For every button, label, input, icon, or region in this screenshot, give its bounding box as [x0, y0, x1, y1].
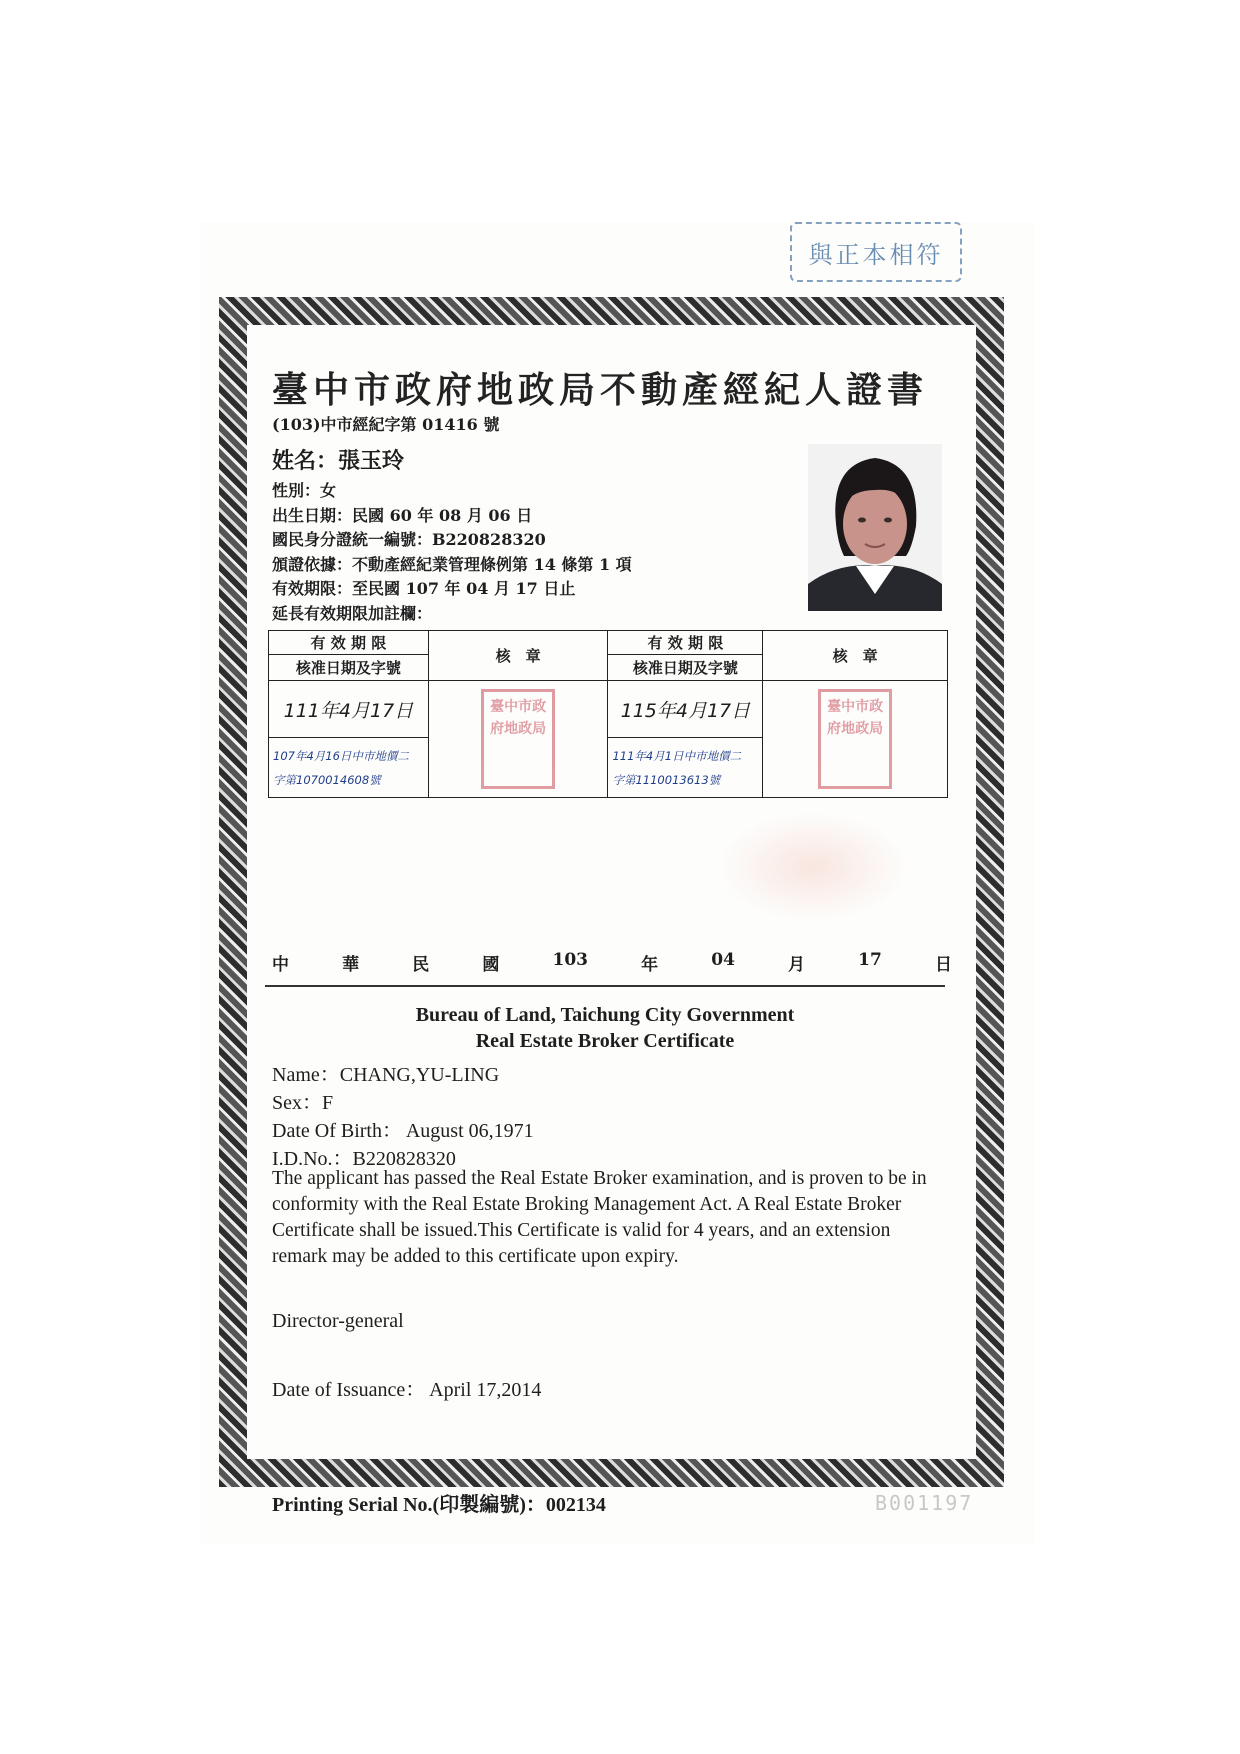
english-dob: Date Of Birth： August 06,1971	[272, 1120, 534, 1142]
dob-cn: 出生日期：民國 60 年 08 月 06 日	[272, 506, 533, 525]
issue-date-part: 04	[711, 950, 735, 970]
id-cn: 國民身分證統一編號：B220828320	[272, 530, 546, 549]
extension-table	[268, 630, 948, 798]
english-sex: Sex：F	[272, 1092, 334, 1114]
certificate-title: 臺中市政府地政局不動產經紀人證書	[272, 369, 929, 411]
english-header-title: Real Estate Broker Certificate	[475, 1030, 735, 1052]
certificate-number: (103)中市經紀字第 01416 號	[272, 415, 500, 434]
official-seal-2: 臺中市政府地政局	[818, 689, 892, 789]
validity-header: 有 效 期 限	[608, 631, 763, 655]
approval-header: 核准日期及字號	[608, 655, 763, 681]
batch-code: B001197	[875, 1491, 974, 1515]
seal-header: 核 章	[428, 631, 608, 681]
basis-cn: 頒證依據：不動產經紀業管理條例第 14 條第 1 項	[272, 555, 632, 574]
approval-ref-1-line2: 字第1070014608號	[273, 772, 381, 787]
issue-date-part: 民	[412, 955, 430, 975]
approval-ref-2-line1: 111年4月1日中市地價二	[612, 748, 742, 763]
issue-date-part: 月	[788, 955, 806, 975]
issue-date-cn	[272, 950, 952, 975]
english-id: I.D.No.：B220828320	[272, 1148, 456, 1170]
validity-header: 有 效 期 限	[269, 631, 429, 655]
extension-cn: 延長有效期限加註欄：	[272, 604, 433, 623]
id-photo	[808, 444, 942, 611]
issue-date-part: 華	[342, 955, 360, 975]
issue-date-part: 103	[552, 950, 588, 970]
divider	[265, 985, 945, 987]
sex-cn: 性別：女	[272, 481, 337, 500]
approval-ref-1	[269, 738, 429, 798]
printing-serial: Printing Serial No.(印製編號)：002134	[272, 1494, 606, 1516]
issue-date-part: 國	[482, 955, 500, 975]
issue-date-part: 17	[858, 950, 882, 970]
stain	[718, 812, 908, 922]
seal-cell-1	[428, 681, 608, 798]
seal-cell-2	[763, 681, 948, 798]
english-name: Name：CHANG,YU-LING	[272, 1064, 500, 1086]
date-of-issuance: Date of Issuance： April 17,2014	[272, 1379, 542, 1401]
issue-date-part: 年	[641, 955, 659, 975]
approval-ref-2-line2: 字第1110013613號	[612, 772, 721, 787]
issue-date-part: 中	[272, 955, 289, 975]
english-statement: The applicant has passed the Real Estate Broker examination, and is proven to be in conformity with the Real Estate Broking Management Act. A Real Estate Broker Certificate shall be issued.This Certificate is valid for 4 years, and an extension remark may be added to this certificate upon expiry.	[272, 1168, 927, 1267]
expiry-date-1: 111年4月17日	[269, 681, 429, 738]
approval-header: 核准日期及字號	[269, 655, 429, 681]
issue-date-part: 日	[934, 955, 952, 975]
approval-ref-2	[608, 738, 763, 798]
english-header-bureau: Bureau of Land, Taichung City Government	[415, 1004, 795, 1026]
approval-ref-1-line1: 107年4月16日中市地價二	[273, 748, 409, 763]
name-cn: 姓名：張玉玲	[272, 448, 405, 474]
official-seal-1: 臺中市政府地政局	[481, 689, 555, 789]
seal-header: 核 章	[763, 631, 948, 681]
expiry-date-2: 115年4月17日	[608, 681, 763, 738]
validity-cn: 有效期限：至民國 107 年 04 月 17 日止	[272, 579, 576, 598]
director-general: Director-general	[272, 1310, 404, 1332]
certified-copy-stamp: 與正本相符	[790, 222, 962, 282]
